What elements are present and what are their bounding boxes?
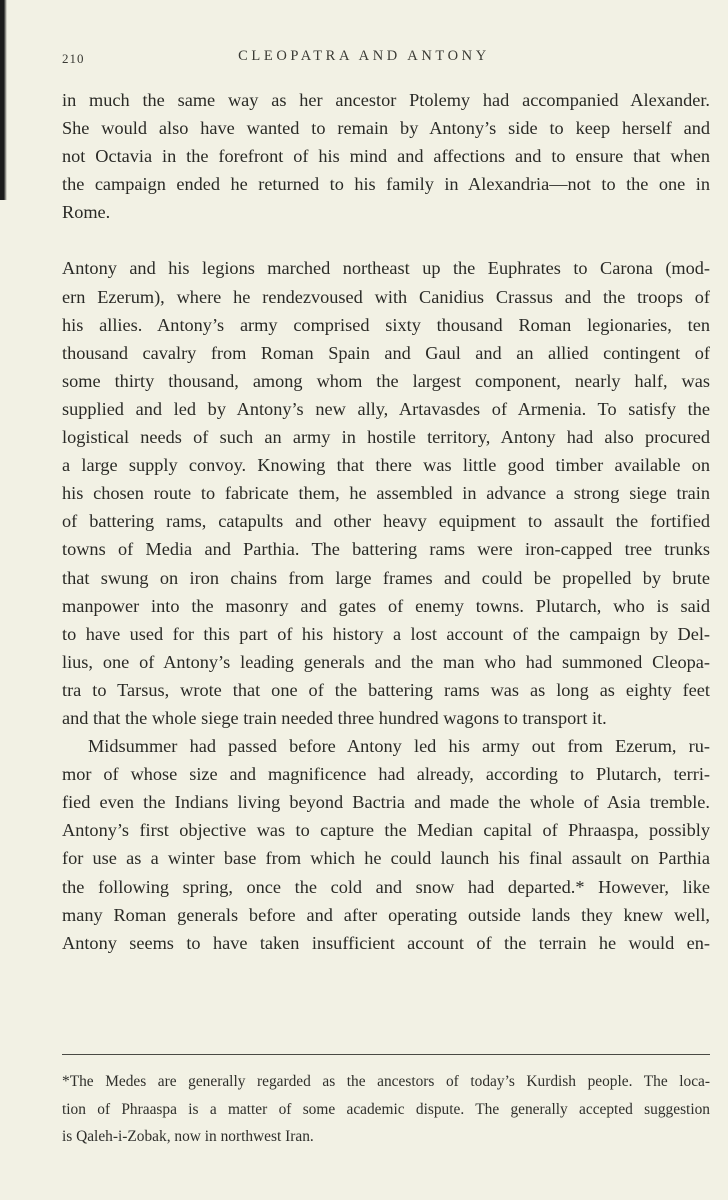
- text-line: to have used for this part of his history a lost account of the campaign by Del-: [62, 623, 710, 644]
- text-line: Antony and his legions marched northeast up the Euphrates to Carona (mod-: [62, 258, 710, 279]
- text-line: towns of Media and Parthia. The battering rams were iron-capped tree trunks: [62, 539, 710, 560]
- footnote: [62, 1068, 710, 1151]
- footnote-line: tion of Phraaspa is a matter of some academic dispute. The generally accepted suggestion: [62, 1100, 710, 1118]
- text-line: in much the same way as her ancestor Ptolemy had accompanied Alexander.: [62, 90, 710, 110]
- text-line: not Octavia in the forefront of his mind and affections and to ensure that when: [62, 146, 710, 167]
- text-line: She would also have wanted to remain by Antony’s side to keep herself and: [62, 118, 710, 139]
- text-line: tra to Tarsus, wrote that one of the battering rams was as long as eighty feet: [62, 679, 710, 700]
- text-line: fied even the Indians living beyond Bactria and made the whole of Asia tremble.: [62, 792, 710, 813]
- text-line: the following spring, once the cold and snow had departed.* However, like: [62, 876, 710, 897]
- main-text: [62, 86, 710, 957]
- text-line: Antony’s first objective was to capture the Median capital of Phraaspa, possibly: [62, 820, 710, 841]
- text-line: the campaign ended he returned to his family in Alexandria—not to the one in: [62, 174, 710, 195]
- text-line: Rome.: [62, 202, 111, 223]
- footnote-rule: [62, 1054, 710, 1055]
- footnote-line: is Qaleh-i-Zobak, now in northwest Iran.: [62, 1128, 314, 1145]
- running-title: CLEOPATRA AND ANTONY: [238, 48, 490, 64]
- text-line: his allies. Antony’s army comprised sixty thousand Roman legionaries, ten: [62, 314, 710, 335]
- text-line: lius, one of Antony’s leading generals and the man who had summoned Cleopa-: [62, 651, 710, 672]
- text-line: that swung on iron chains from large frames and could be propelled by brute: [62, 567, 710, 588]
- text-line: and that the whole siege train needed three hundred wagons to transport it.: [62, 707, 607, 728]
- text-line: ern Ezerum), where he rendezvoused with Canidius Crassus and the troops of: [62, 286, 710, 307]
- page-number: 210: [62, 51, 85, 66]
- text-line: a large supply convoy. Knowing that there was little good timber available on: [62, 455, 710, 476]
- text-line: logistical needs of such an army in hostile territory, Antony had also procured: [62, 427, 710, 448]
- page-edge-shadow: [0, 0, 7, 200]
- paragraph: [62, 86, 710, 226]
- text-line: of battering rams, catapults and other heavy equipment to assault the fortified: [62, 511, 710, 532]
- footnote-line: *The Medes are generally regarded as the ancestors of today’s Kurdish people. The loca-: [62, 1073, 710, 1090]
- text-line: many Roman generals before and after operating outside lands they knew well,: [62, 904, 710, 925]
- text-line: Antony seems to have taken insufficient account of the terrain he would en-: [62, 932, 710, 953]
- text-line: thousand cavalry from Roman Spain and Gaul and an allied contingent of: [62, 342, 710, 363]
- text-line: Midsummer had passed before Antony led his army out from Ezerum, ru-: [88, 736, 710, 757]
- text-line: for use as a winter base from which he could launch his final assault on Parthia: [62, 848, 710, 869]
- paragraph: [62, 254, 710, 732]
- text-line: his chosen route to fabricate them, he assembled in advance a strong siege train: [62, 483, 710, 504]
- text-line: supplied and led by Antony’s new ally, Artavasdes of Armenia. To satisfy the: [62, 398, 710, 419]
- text-line: manpower into the masonry and gates of enemy towns. Plutarch, who is said: [62, 595, 710, 616]
- text-line: mor of whose size and magnificence had already, according to Plutarch, terri-: [62, 764, 710, 785]
- text-line: some thirty thousand, among whom the largest component, nearly half, was: [62, 370, 710, 391]
- paragraph: [62, 732, 710, 957]
